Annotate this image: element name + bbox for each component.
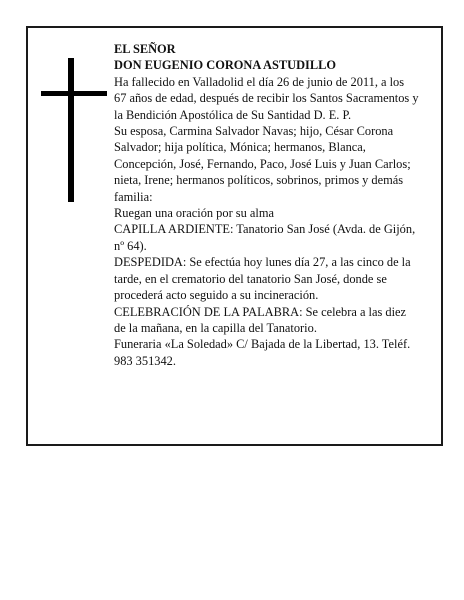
farewell-info: DESPEDIDA: Se efectúa hoy lunes día 27, a las cinco de la tarde, en el crematorio del tanatorio San José, donde se procederá acto seguido a su incineración. [114,255,411,303]
cross-icon [41,58,107,202]
prayer-request: Ruegan una oración por su alma [114,206,274,221]
obituary-notice [26,26,443,446]
deceased-name: DON EUGENIO CORONA ASTUDILLO [114,58,337,73]
funeral-chapel-info: CAPILLA ARDIENTE: Tanatorio San José (Avda. de Gijón, nº 64). [114,222,416,253]
funeral-home-contact: Funeraria «La Soledad» C/ Bajada de la Libertad, 13. Teléf. 983 351342. [114,337,411,368]
cross-vertical-bar [68,58,74,202]
death-announcement: Ha fallecido en Valladolid el día 26 de junio de 2011, a los 67 años de edad, después de recibir los Santos Sacramentos y la Bendición Apostólica de Su Santidad D. E. P. [114,74,419,122]
family-list: Su esposa, Carmina Salvador Navas; hijo, César Corona Salvador; hija política, Mónica; hermanos, Blanca, Concepción, José, Fernando, Paco, José Luis y Juan Carlos; nieta, Irene; hermanos políticos, sobrinos, primos y demás familia: [114,124,411,204]
notice-heading: EL SEÑOR [114,42,176,56]
cross-horizontal-bar [41,91,107,96]
notice-text-block [114,41,419,369]
celebration-info: CELEBRACIÓN DE LA PALABRA: Se celebra a las diez de la mañana, en la capilla del Tanatorio. [114,304,407,335]
